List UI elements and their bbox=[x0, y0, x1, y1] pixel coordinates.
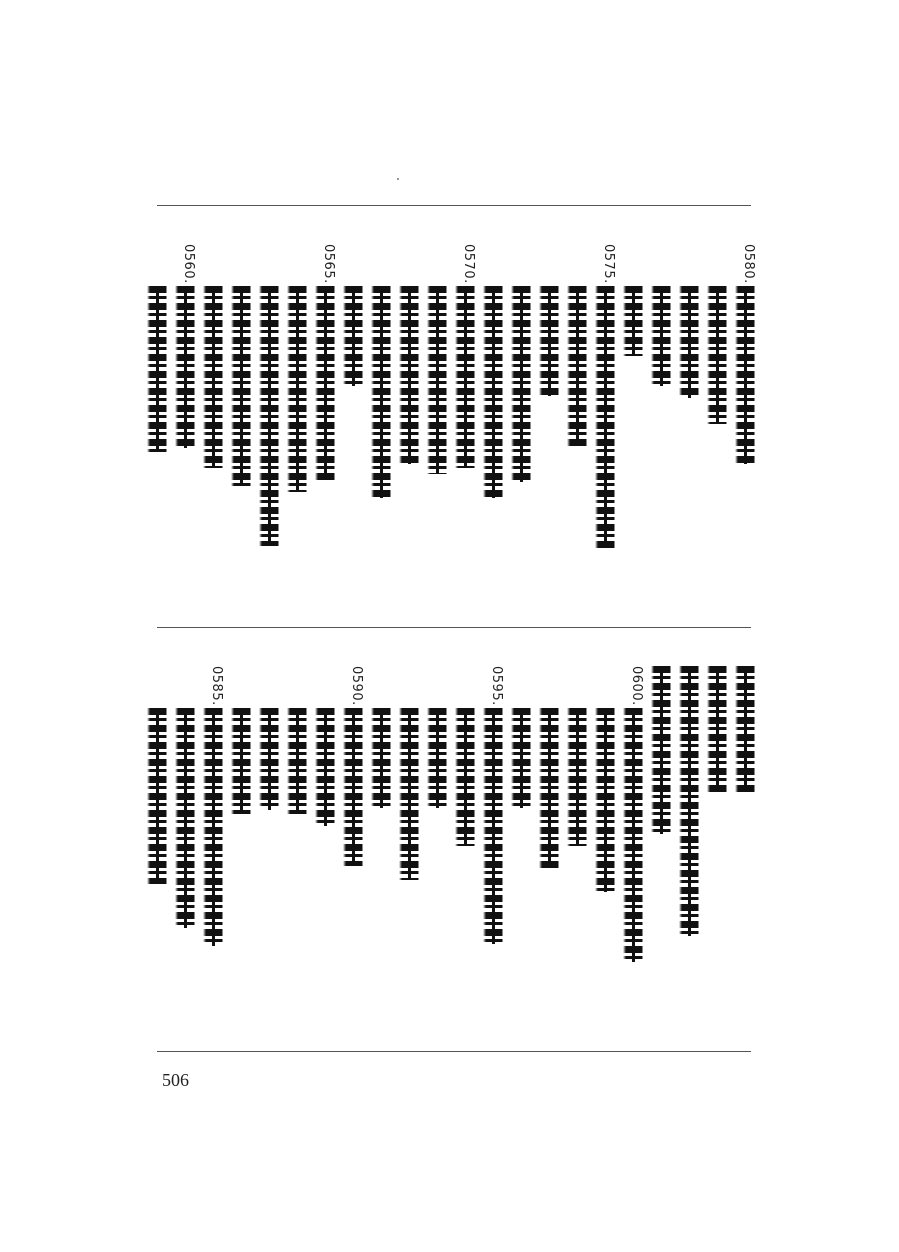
text-column bbox=[398, 286, 420, 464]
text-column bbox=[174, 708, 196, 928]
text-column bbox=[314, 708, 336, 826]
text-column bbox=[538, 286, 560, 396]
text-column bbox=[286, 286, 308, 492]
line-number-0595: 0595. bbox=[489, 666, 504, 706]
text-column bbox=[202, 286, 224, 468]
text-column bbox=[398, 708, 420, 880]
text-column bbox=[622, 708, 644, 962]
text-column bbox=[482, 708, 504, 944]
line-number-0600: 0600. bbox=[629, 666, 644, 706]
text-column bbox=[650, 286, 672, 386]
top-text-panel bbox=[157, 206, 756, 626]
text-column bbox=[706, 286, 728, 424]
text-column bbox=[258, 708, 280, 810]
text-column bbox=[706, 666, 728, 792]
text-column bbox=[370, 286, 392, 498]
line-number-0580: 0580. bbox=[741, 244, 756, 284]
bottom-rule bbox=[157, 1051, 751, 1052]
text-column bbox=[678, 286, 700, 398]
text-column bbox=[566, 286, 588, 446]
line-number-0590: 0590. bbox=[349, 666, 364, 706]
line-number-0585: 0585. bbox=[209, 666, 224, 706]
bottom-text-panel bbox=[157, 628, 751, 1050]
line-number-0575: 0575. bbox=[601, 244, 616, 284]
text-column bbox=[146, 286, 168, 452]
text-column bbox=[734, 286, 756, 464]
text-column bbox=[314, 286, 336, 480]
text-column bbox=[342, 708, 364, 866]
text-column bbox=[230, 708, 252, 814]
text-column bbox=[454, 708, 476, 846]
text-column bbox=[678, 666, 700, 936]
text-column bbox=[510, 708, 532, 808]
text-column bbox=[258, 286, 280, 546]
text-column bbox=[594, 708, 616, 892]
text-column bbox=[650, 666, 672, 834]
text-column bbox=[370, 708, 392, 808]
text-column bbox=[202, 708, 224, 946]
text-column bbox=[426, 286, 448, 474]
page-number: 506 bbox=[162, 1070, 189, 1090]
text-column bbox=[174, 286, 196, 448]
text-column bbox=[734, 666, 756, 792]
text-column bbox=[146, 708, 168, 884]
line-number-0565: 0565. bbox=[321, 244, 336, 284]
text-column bbox=[538, 708, 560, 868]
text-column bbox=[594, 286, 616, 548]
text-column bbox=[230, 286, 252, 486]
line-number-0560: 0560. bbox=[181, 244, 196, 284]
line-number-0570: 0570. bbox=[461, 244, 476, 284]
text-column bbox=[622, 286, 644, 356]
text-column bbox=[426, 708, 448, 808]
text-column bbox=[342, 286, 364, 386]
text-column bbox=[286, 708, 308, 814]
text-column bbox=[510, 286, 532, 482]
print-speck bbox=[397, 178, 399, 180]
text-column bbox=[566, 708, 588, 846]
text-column bbox=[482, 286, 504, 498]
text-column bbox=[454, 286, 476, 468]
